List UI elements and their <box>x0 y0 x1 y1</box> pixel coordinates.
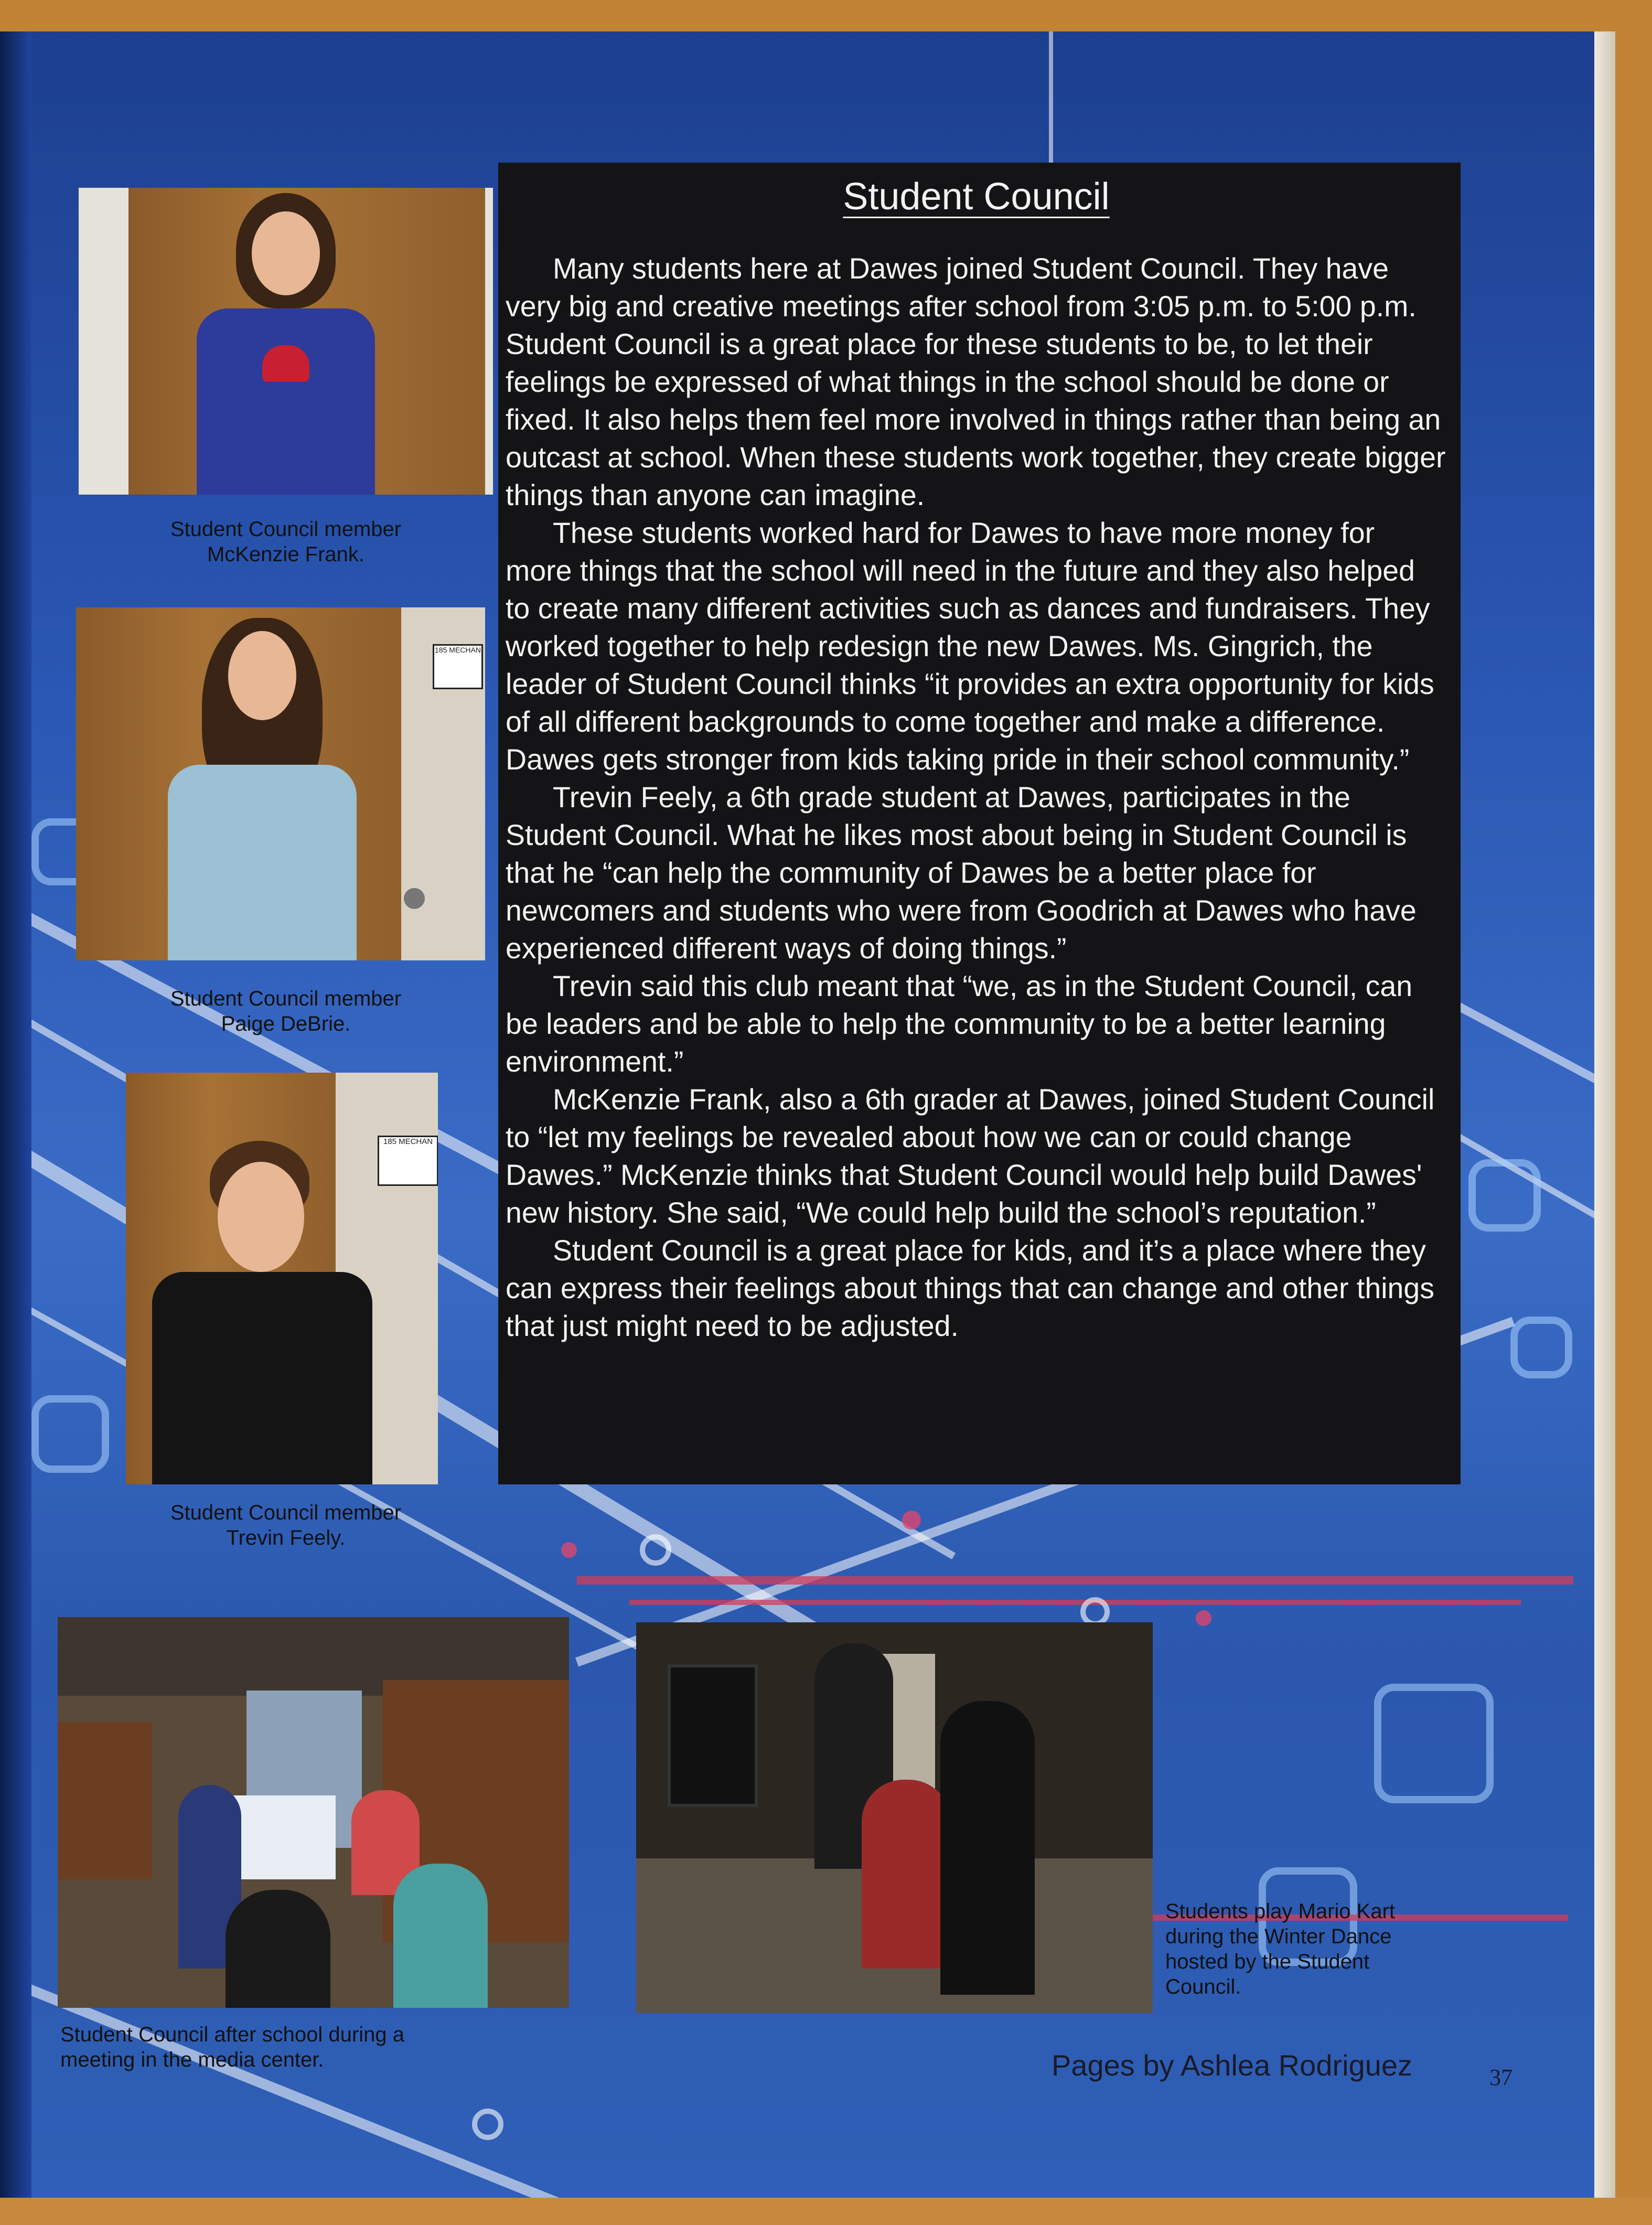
caption-line: Student Council member <box>170 987 402 1010</box>
decor-ring <box>472 2109 503 2140</box>
decor-red-line <box>629 1600 1521 1605</box>
photo-student <box>393 1864 488 2008</box>
decor-ring <box>640 1534 671 1566</box>
caption-mckenzie <box>105 517 467 567</box>
door-knob <box>404 888 425 909</box>
photo-trevin-feely <box>126 1073 438 1484</box>
decor-tile <box>1374 1684 1494 1803</box>
book-cover-edge <box>0 2198 1652 2225</box>
article-paragraph: McKenzie Frank, also a 6th grader at Dawes, joined Student Council to “let my feelings be revealed about how we can or could change Dawes.” McKenzie thinks that Student Council would help build Dawes' new history. She said, “We could help build the school’s reputation.” <box>506 1083 1435 1229</box>
page-number: 37 <box>1489 2064 1512 2090</box>
photo-student <box>940 1701 1035 1995</box>
article-paragraph: Trevin Feely, a 6th grade student at Dawes, participates in the Student Council. What he likes most about being in Student Council is that he “can help the community of Dawes be a better place for newcomers and students who were from Goodrich at Dawes who have experienced different ways of doing things.” <box>506 781 1417 965</box>
caption-line: during the Winter Dance <box>1165 1925 1392 1948</box>
photo-shirt <box>197 308 375 495</box>
caption-line: meeting in the media center. <box>60 2048 324 2071</box>
door-sign: 185 MECHAN <box>433 644 483 689</box>
caption-line: Student Council member <box>170 518 402 541</box>
caption-line: hosted by the Student <box>1165 1950 1370 1973</box>
page-credit: Pages by Ashlea Rodriguez <box>1052 2049 1412 2082</box>
photo-shirt <box>168 765 357 960</box>
caption-paige <box>105 986 467 1036</box>
caption-meeting <box>60 2022 532 2072</box>
caption-trevin <box>105 1500 467 1550</box>
caption-line: Student Council member <box>170 1501 402 1524</box>
book-gutter <box>0 31 31 2198</box>
photo-mario-kart <box>636 1622 1153 2013</box>
caption-line: Students play Mario Kart <box>1165 1900 1395 1923</box>
photo-face <box>218 1162 304 1272</box>
photo-whiteboard <box>231 1795 336 1879</box>
decor-dot <box>902 1511 921 1529</box>
decor-tile <box>1510 1317 1572 1378</box>
light-streak <box>1456 1002 1594 1108</box>
article-title: Student Council <box>843 176 1110 218</box>
decor-dot <box>561 1542 577 1558</box>
caption-line: McKenzie Frank. <box>207 543 365 566</box>
caption-line: Student Council after school during a <box>60 2023 404 2046</box>
caption-line: Trevin Feely. <box>226 1526 346 1549</box>
decor-tile <box>1468 1159 1541 1232</box>
photo-student <box>226 1890 330 2008</box>
photo-face <box>228 631 296 720</box>
caption-mario <box>1165 1899 1480 1999</box>
caption-line: Paige DeBrie. <box>221 1012 351 1035</box>
photo-mckenzie-frank <box>79 188 493 495</box>
decor-dot <box>1196 1610 1211 1626</box>
photo-heart <box>262 345 309 382</box>
photo-media-center-meeting <box>58 1617 569 2008</box>
photo-tv <box>668 1664 758 1807</box>
article-paragraph: Many students here at Dawes joined Student Council. They have very big and creative meetings after school from 3:05 p.m. to 5:00 p.m. Student Council is a great place for these students to be, to let their feelings be expressed of what things in the school should be done or fixed. It also helps them feel more involved in things rather than being an outcast at school. When these students work together, they create bigger things than anyone can imagine. <box>506 252 1446 511</box>
decor-red-line <box>577 1576 1573 1585</box>
caption-line: Council. <box>1165 1975 1241 1998</box>
photo-face <box>252 211 320 295</box>
article-paragraph: Trevin said this club meant that “we, as in the Student Council, can be leaders and be able to help the community to be a better learning environment.” <box>506 970 1413 1078</box>
article-box <box>498 163 1461 1484</box>
photo-bookshelf <box>58 1722 152 1879</box>
page-edge <box>1594 31 1615 2198</box>
decor-tile <box>31 1395 109 1473</box>
article-paragraph: These students worked hard for Dawes to have more money for more things that the school will need in the future and they also helped to create many different activities such as dances and fundraisers. They worked together to help redesign the new Dawes. Ms. Gingrich, the leader of Student Council thinks “it provides an extra opportunity for kids of all different backgrounds to come together and make a difference. Dawes gets stronger from kids taking pride in their school community.” <box>506 517 1434 776</box>
photo-jacket <box>152 1272 372 1484</box>
photo-student <box>862 1780 951 1969</box>
door-sign: 185 MECHAN <box>378 1136 438 1186</box>
photo-paige-debrie <box>76 607 485 960</box>
article-paragraph: Student Council is a great place for kids, and it’s a place where they can express their feelings about things that can change and other things that just might need to be adjusted. <box>506 1234 1435 1342</box>
